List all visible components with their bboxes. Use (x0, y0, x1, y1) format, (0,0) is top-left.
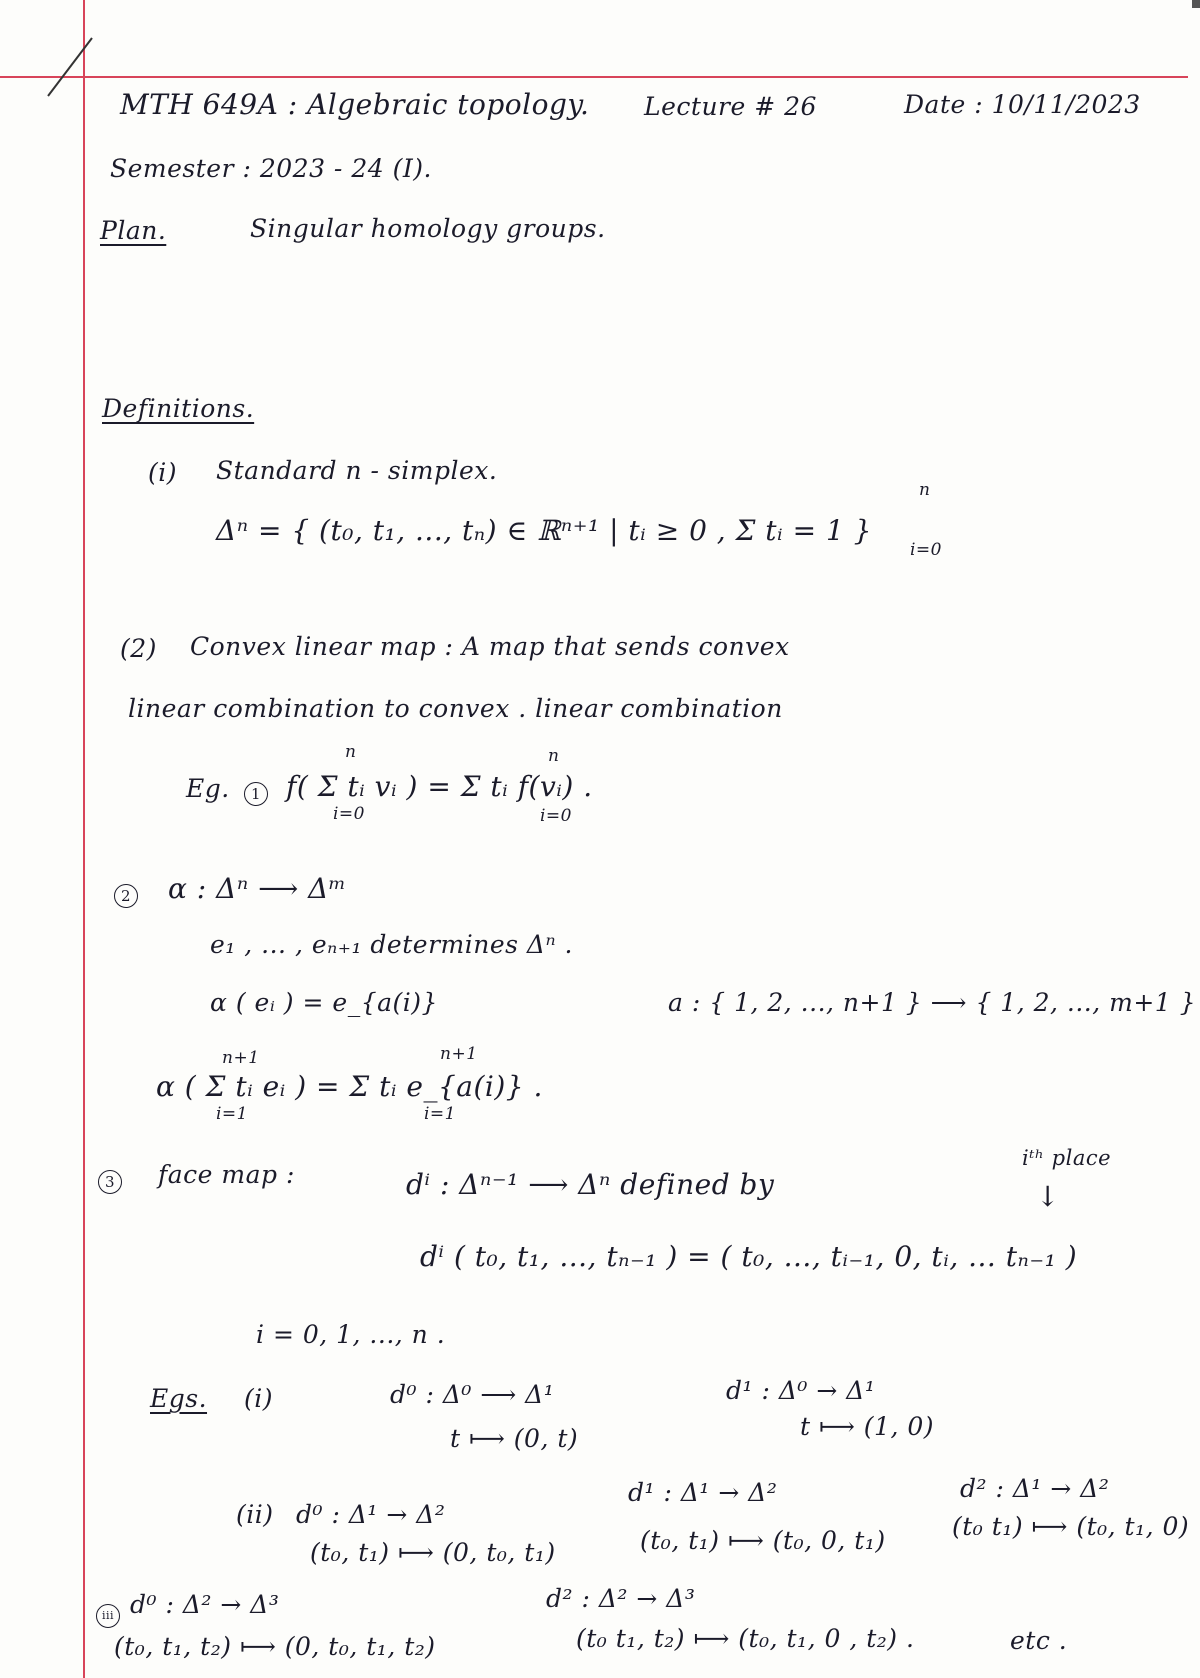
item2-number-badge: 2 (114, 884, 138, 908)
plan-text: Singular homology groups. (250, 214, 606, 243)
eg1-sum-bottom: i=0 (333, 804, 365, 824)
edge-mark (1192, 0, 1200, 8)
eg1-number-badge: 1 (244, 782, 268, 806)
eg1-number (244, 776, 268, 806)
example-i-d1-map: d¹ : Δ⁰ → Δ¹ (726, 1376, 876, 1405)
example-iii-d0-map: d⁰ : Δ² → Δ³ (130, 1590, 280, 1619)
item2-number (114, 878, 138, 908)
example-ii-d2-rule: (t₀ t₁) ⟼ (t₀, t₁, 0) (952, 1512, 1190, 1541)
example-iii-d0-rule: (t₀, t₁, t₂) ⟼ (0, t₀, t₁, t₂) (114, 1632, 436, 1661)
example-ii-d1-rule: (t₀, t₁) ⟼ (t₀, 0, t₁) (640, 1526, 886, 1555)
semester: Semester : 2023 - 24 (I). (110, 154, 432, 183)
eg1-sum-bottom-rhs: i=0 (540, 806, 572, 826)
eg1-label: Eg. (186, 774, 230, 803)
item2-map: α : Δⁿ ⟶ Δᵐ (168, 872, 347, 905)
item2-index-map: a : { 1, 2, ..., n+1 } ⟶ { 1, 2, ..., m+1 } (668, 988, 1197, 1017)
eg1-sum-top: n (345, 742, 357, 762)
eg1-sum-top-rhs: n (548, 746, 560, 766)
face-map-range: i = 0, 1, ..., n . (256, 1320, 446, 1349)
item2-sum-top-rhs: n+1 (440, 1044, 478, 1064)
example-ii-d0-map: d⁰ : Δ¹ → Δ² (296, 1500, 446, 1529)
top-margin-line (0, 76, 1188, 78)
def1-sum-bottom: i=0 (910, 540, 942, 560)
def1-sum-top: n (919, 480, 931, 500)
item2-sum-bottom-rhs: i=1 (424, 1104, 456, 1124)
example-i-label: (i) (244, 1384, 274, 1413)
def1-formula: Δⁿ = { (t₀, t₁, ..., tₙ) ∈ ℝⁿ⁺¹ | tᵢ ≥ 0 , Σ tᵢ = 1 } (216, 514, 872, 547)
examples-label: Egs. (150, 1384, 208, 1413)
etc-note: etc . (1010, 1626, 1068, 1655)
down-arrow-icon: ↓ (1036, 1180, 1060, 1213)
def2-line2: linear combination to convex . linear combination (128, 694, 783, 723)
item3-number-badge: 3 (98, 1170, 122, 1194)
example-i-d0-rule: t ⟼ (0, t) (450, 1424, 579, 1453)
example-ii-d1-map: d¹ : Δ¹ → Δ² (628, 1478, 778, 1507)
item2-alpha: α ( eᵢ ) = e_{a(i)} (210, 988, 438, 1017)
ith-place-note: iᵗʰ place (1022, 1146, 1112, 1170)
item3-number (98, 1164, 122, 1194)
plan-label: Plan. (100, 216, 167, 245)
eg1-formula: f( Σ tᵢ vᵢ ) = Σ tᵢ f(vᵢ) . (286, 770, 593, 803)
lecture-date: Date : 10/11/2023 (904, 90, 1141, 119)
def1-title: Standard n - simplex. (216, 456, 498, 485)
item2-basis: e₁ , ... , eₙ₊₁ determines Δⁿ . (210, 930, 573, 959)
example-ii-d2-map: d² : Δ¹ → Δ² (960, 1474, 1110, 1503)
left-margin-line (83, 0, 85, 1678)
def1-label: (i) (148, 458, 178, 487)
example-i-d1-rule: t ⟼ (1, 0) (800, 1412, 934, 1441)
example-i-d0-map: d⁰ : Δ⁰ ⟶ Δ¹ (390, 1380, 555, 1409)
item2-sum-bottom: i=1 (216, 1104, 248, 1124)
example-iii-d2-map: d² : Δ² → Δ³ (546, 1584, 696, 1613)
item2-sum: α ( Σ tᵢ eᵢ ) = Σ tᵢ e_{a(i)} . (156, 1070, 543, 1103)
face-map-def: dⁱ : Δⁿ⁻¹ ⟶ Δⁿ defined by (406, 1168, 775, 1201)
example-ii-d0-rule: (t₀, t₁) ⟼ (0, t₀, t₁) (310, 1538, 556, 1567)
face-map-label: face map : (158, 1160, 295, 1189)
def2-line1: Convex linear map : A map that sends convex (190, 632, 790, 661)
pen-stroke-icon (0, 0, 120, 110)
example-iii-d2-rule: (t₀ t₁, t₂) ⟼ (t₀, t₁, 0 , t₂) . (576, 1624, 915, 1653)
example-ii-label: (ii) (236, 1500, 274, 1529)
face-map-formula: dⁱ ( t₀, t₁, ..., tₙ₋₁ ) = ( t₀, ..., tᵢ₋₁, 0, tᵢ, ... tₙ₋₁ ) (420, 1240, 1078, 1273)
course-title: MTH 649A : Algebraic topology. (120, 88, 590, 121)
example-iii-number (96, 1596, 120, 1628)
def2-label: (2) (120, 634, 157, 663)
lecture-number: Lecture # 26 (644, 92, 817, 121)
item2-sum-top: n+1 (222, 1048, 260, 1068)
definitions-heading: Definitions. (102, 394, 255, 423)
example-iii-badge: iii (96, 1604, 120, 1628)
